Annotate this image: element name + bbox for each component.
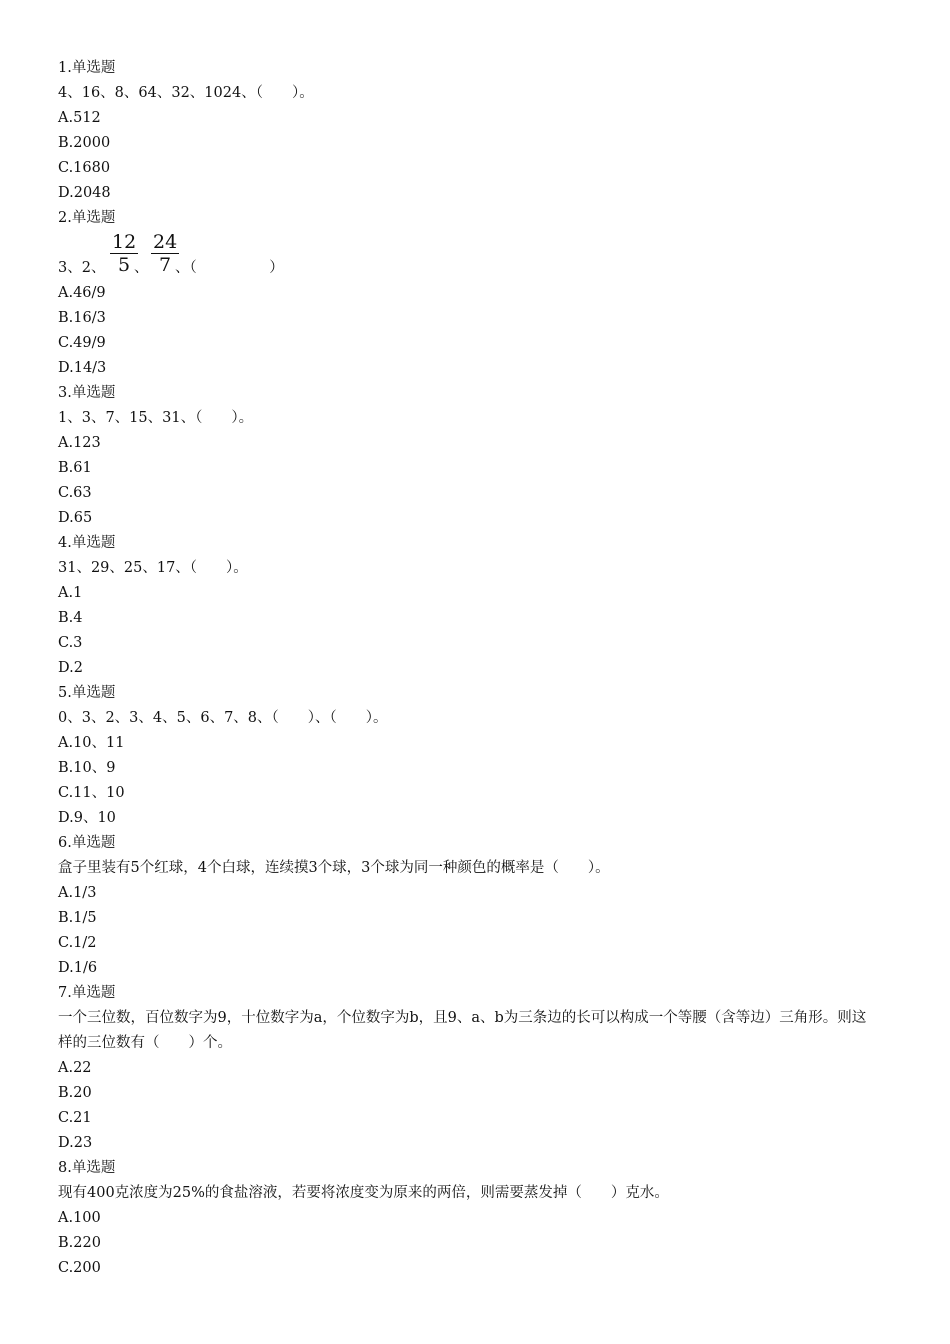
answer-option[interactable]: B.16/3 bbox=[58, 310, 106, 326]
answer-option[interactable]: A.1/3 bbox=[58, 885, 97, 901]
question-header: 3.单选题 bbox=[58, 385, 116, 401]
answer-option[interactable]: D.65 bbox=[58, 510, 93, 526]
fraction-denominator: 7 bbox=[159, 254, 172, 276]
answer-option[interactable]: C.11、10 bbox=[58, 785, 125, 801]
answer-option[interactable]: C.200 bbox=[58, 1260, 101, 1276]
question-header: 4.单选题 bbox=[58, 535, 116, 551]
answer-option[interactable]: A.10、11 bbox=[58, 735, 125, 751]
answer-option[interactable]: A.46/9 bbox=[58, 285, 106, 301]
question-stem: 1、3、7、15、31、（ ）。 bbox=[58, 410, 254, 426]
answer-option[interactable]: A.100 bbox=[58, 1210, 101, 1226]
question-stem: 盒子里装有5个红球，4个白球，连续摸3个球，3个球为同一种颜色的概率是（ ）。 bbox=[58, 860, 610, 876]
question-header: 5.单选题 bbox=[58, 685, 116, 701]
answer-option[interactable]: D.2 bbox=[58, 660, 83, 676]
question-header: 7.单选题 bbox=[58, 985, 116, 1001]
fraction-numerator: 24 bbox=[153, 231, 178, 253]
fraction-denominator: 5 bbox=[118, 254, 131, 276]
answer-option[interactable]: C.49/9 bbox=[58, 335, 106, 351]
answer-option[interactable]: C.1/2 bbox=[58, 935, 97, 951]
stem-lead: 3、2、 bbox=[58, 260, 106, 276]
answer-option[interactable]: D.14/3 bbox=[58, 360, 107, 376]
answer-option[interactable]: A.512 bbox=[58, 110, 101, 126]
stem-separator: 、 bbox=[134, 260, 149, 276]
question-document bbox=[58, 56, 868, 1281]
question-stem: 一个三位数，百位数字为9，十位数字为a，个位数字为b，且9、a、b为三条边的长可以构成一个等腰（含等边）三角形。则这样的三位数有（ ）个。 bbox=[58, 1010, 867, 1051]
fraction-numerator: 12 bbox=[112, 231, 137, 253]
answer-option[interactable]: D.23 bbox=[58, 1135, 93, 1151]
question-stem: 31、29、25、17、（ ）。 bbox=[58, 560, 248, 576]
question-header: 1.单选题 bbox=[58, 60, 116, 76]
answer-option[interactable]: B.61 bbox=[58, 460, 92, 476]
answer-option[interactable]: C.21 bbox=[58, 1110, 92, 1126]
answer-option[interactable]: B.220 bbox=[58, 1235, 101, 1251]
answer-option[interactable]: C.63 bbox=[58, 485, 92, 501]
question-stem: 4、16、8、64、32、1024、（ ）。 bbox=[58, 85, 314, 101]
answer-option[interactable]: B.1/5 bbox=[58, 910, 97, 926]
answer-option[interactable]: B.20 bbox=[58, 1085, 92, 1101]
answer-option[interactable]: A.1 bbox=[58, 585, 83, 601]
question-header: 6.单选题 bbox=[58, 835, 116, 851]
answer-option[interactable]: B.10、9 bbox=[58, 760, 116, 776]
answer-option[interactable]: A.123 bbox=[58, 435, 101, 451]
answer-option[interactable]: D.9、10 bbox=[58, 810, 116, 826]
answer-option[interactable]: A.22 bbox=[58, 1060, 92, 1076]
answer-option[interactable]: D.2048 bbox=[58, 185, 111, 201]
answer-option[interactable]: B.4 bbox=[58, 610, 83, 626]
stem-tail: 、（ ） bbox=[175, 260, 284, 276]
question-stem: 现有400克浓度为25%的食盐溶液，若要将浓度变为原来的两倍，则需要蒸发掉（ ）克水。 bbox=[58, 1185, 669, 1201]
answer-option[interactable]: D.1/6 bbox=[58, 960, 98, 976]
question-stem: 0、3、2、3、4、5、6、7、8、（ ）、（ ）。 bbox=[58, 710, 388, 726]
question-header: 8.单选题 bbox=[58, 1160, 116, 1176]
answer-option[interactable]: C.3 bbox=[58, 635, 83, 651]
answer-option[interactable]: B.2000 bbox=[58, 135, 111, 151]
question-header: 2.单选题 bbox=[58, 210, 116, 226]
question-stem bbox=[58, 231, 868, 281]
answer-option[interactable]: C.1680 bbox=[58, 160, 111, 176]
